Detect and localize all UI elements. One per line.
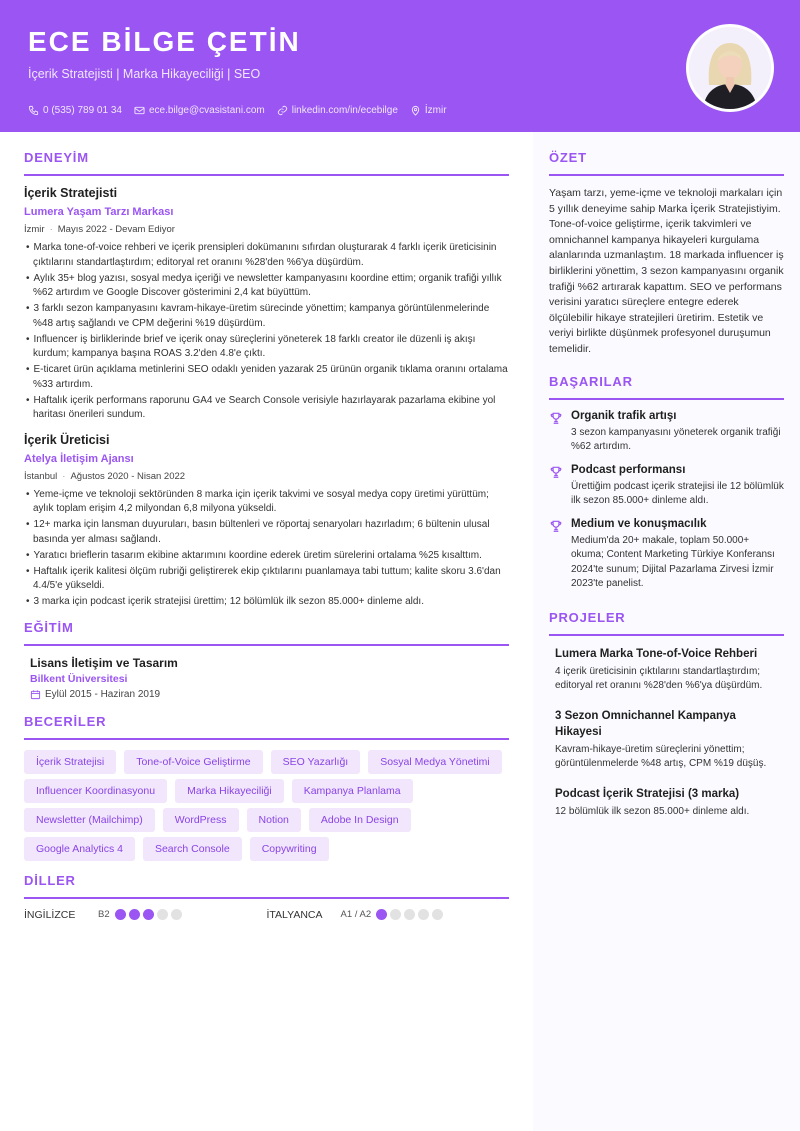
skill-chip: SEO Yazarlığı	[271, 750, 361, 774]
job-dates: Ağustos 2020 - Nisan 2022	[70, 470, 186, 482]
achievement-title: Podcast performansı	[571, 463, 686, 476]
rating-dot	[432, 909, 443, 920]
skills-section	[24, 714, 509, 861]
contact-linkedin-text: linkedin.com/in/ecebilge	[291, 105, 398, 116]
education-dates-text: Eylül 2015 - Haziran 2019	[45, 688, 161, 700]
skill-chip: Google Analytics 4	[24, 837, 135, 861]
rating-dot	[129, 909, 140, 920]
achievement-desc: Ürettiğim podcast içerik stratejisi ile 12 bölümlük ilk sezon 85.000+ dinleme aldı.	[571, 480, 784, 507]
job-entry	[24, 433, 509, 610]
rating-dot	[404, 909, 415, 920]
job-bullets	[24, 488, 509, 610]
skill-chip: Tone-of-Voice Geliştirme	[124, 750, 262, 774]
job-bullet: • Yaratıcı brieflerin tasarım ekibine aktarımını koordine ederek üretim sürelerini ortalama %25 kısalttım.	[24, 549, 509, 564]
rating-dot	[143, 909, 154, 920]
trophy-icon	[549, 519, 563, 533]
job-bullet: • 12+ marka için lansman duyuruları, basın bültenleri ve röportaj senaryoları hazırladım; 6 bültenin ulusal basında yer alması sağlandı.	[24, 518, 509, 547]
job-company: Atelya İletişim Ajansı	[24, 452, 134, 465]
project-desc: 12 bölümlük ilk sezon 85.000+ dinleme aldı.	[555, 805, 750, 817]
job-entry	[24, 186, 509, 423]
achievement-desc: 3 sezon kampanyasını yöneterek organik trafiği %62 artırdım.	[571, 426, 781, 453]
trophy-icon	[549, 411, 563, 425]
skill-chip: Kampanya Planlama	[292, 779, 413, 803]
job-location: İstanbul	[24, 470, 58, 482]
project-item	[549, 708, 784, 772]
language-rating	[376, 909, 443, 920]
contact-linkedin[interactable]	[277, 105, 398, 116]
achievement-title: Organik trafik artışı	[571, 409, 677, 422]
language-level: B2	[98, 909, 110, 920]
education-entry	[24, 656, 509, 700]
achievement-title: Medium ve konuşmacılık	[571, 517, 707, 530]
projects-heading: PROJELER	[549, 610, 784, 636]
education-dates	[30, 689, 509, 700]
experience-section	[24, 150, 509, 610]
skill-chip: Adobe In Design	[309, 808, 411, 832]
contact-bar	[28, 105, 447, 116]
job-location: İzmir	[24, 224, 45, 235]
main-column	[24, 150, 509, 921]
language-entry	[267, 909, 510, 921]
job-bullet: • Haftalık içerik kalitesi ölçüm rubriği geliştirerek ekip çıktılarını puanlamaya tabi tuttum; kalite skoru 3.6'dan 4.4/5'e yükseldi.	[24, 565, 509, 594]
experience-heading: DENEYİM	[24, 150, 509, 176]
link-icon	[277, 105, 288, 116]
job-bullet: • Marka tone-of-voice rehberi ve içerik prensipleri dokümanını sıfırdan oluşturarak 4 farklı içerik üreticisinin çıktılarını standartlaştırdım; editoryal ret oranını %28'den %6'ya düşürdüm.	[24, 241, 509, 270]
achievement-desc: Medium'da 20+ makale, toplam 50.000+ okuma; Content Marketing Türkiye Konferansı 2024'te sunum; Dijital Pazarlama Zirvesi İzmir 2023'te panelist.	[571, 534, 775, 590]
projects-section	[549, 610, 784, 820]
job-bullets	[24, 241, 509, 423]
skills-list	[24, 750, 509, 861]
calendar-icon	[30, 689, 41, 700]
achievements-heading: BAŞARILAR	[549, 374, 784, 400]
summary-text: Yaşam tarzı, yeme-içme ve teknoloji markaları için 5 yıllık deneyime sahip Marka İçerik Stratejistiyim. Tone-of-voice geliştirme, içerik takvimleri ve omnichannel kampanya hikayeleri kurgulama alanlarında uzmanlaştım. 18 markada influencer iş birliklerini yönettim, 3 sezon kampanyasını organik trafiği %62 artırarak kapattım. SEO ve performans verisini yaratıcı süreçlere entegre ederek ölçülebilir hikaye stratejileri üretirim. Estetik ve veriyi birlikte düşünmek profesyonel duruşumun temelidir.	[549, 187, 784, 355]
achievement-item	[549, 410, 784, 455]
job-company: Lumera Yaşam Tarzı Markası	[24, 206, 174, 218]
rating-dot	[418, 909, 429, 920]
skills-heading: BECERİLER	[24, 714, 509, 740]
contact-phone-text: 0 (535) 789 01 34	[43, 105, 122, 116]
language-level: A1 / A2	[340, 909, 372, 920]
candidate-headline: İçerik Stratejisti | Marka Hikayeciliği | SEO	[28, 67, 261, 81]
resume-header	[0, 0, 800, 132]
job-bullet: • 3 marka için podcast içerik stratejisi ürettim; 12 bölümlük ilk sezon 85.000+ dinleme aldı.	[24, 595, 509, 610]
project-desc: Kavram-hikaye-üretim süreçlerini yönettim; görüntülenmelerde %48 artış, CPM %19 düşüş.	[555, 743, 767, 770]
rating-dot	[115, 909, 126, 920]
job-dates: Mayıs 2022 - Devam Ediyor	[57, 224, 175, 235]
contact-location	[410, 105, 447, 116]
project-title: Lumera Marka Tone-of-Voice Rehberi	[555, 647, 758, 660]
languages-section	[24, 873, 509, 921]
contact-location-text: İzmir	[424, 105, 447, 116]
job-bullet: • 3 farklı sezon kampanyasını kavram-hikaye-üretim sürecinde yönettim; kampanya görüntülenmelerinde %48 artış sağlandı ve CPM değerini %19 düşürdüm.	[24, 302, 509, 331]
education-heading: EĞİTİM	[24, 620, 509, 646]
skill-chip: Notion	[247, 808, 301, 832]
skill-chip: Newsletter (Mailchimp)	[24, 808, 155, 832]
contact-email-text: ece.bilge@cvasistani.com	[148, 105, 265, 116]
project-desc: 4 içerik üreticisinin çıktılarını standartlaştırdım; editoryal ret oranını %28'den %6'ya düşürdüm.	[555, 665, 763, 692]
language-entry	[24, 909, 267, 921]
education-section	[24, 620, 509, 700]
contact-email[interactable]	[134, 105, 265, 116]
rating-dot	[171, 909, 182, 920]
skill-chip: WordPress	[163, 808, 239, 832]
languages-heading: DİLLER	[24, 873, 509, 899]
location-icon	[410, 105, 421, 116]
sidebar-column	[549, 150, 784, 833]
trophy-icon	[549, 465, 563, 479]
languages-list	[24, 909, 509, 921]
project-title: Podcast İçerik Stratejisi (3 marka)	[555, 787, 740, 800]
education-school: Bilkent Üniversitesi	[30, 672, 128, 685]
profile-photo	[686, 24, 774, 112]
language-name: İNGİLİZCE	[24, 908, 76, 921]
summary-heading: ÖZET	[549, 150, 784, 176]
avatar-icon	[689, 27, 771, 109]
skill-chip: Copywriting	[250, 837, 329, 861]
phone-icon	[28, 105, 39, 116]
achievements-section	[549, 374, 784, 592]
achievement-item	[549, 464, 784, 509]
job-bullet: • E-ticaret ürün açıklama metinlerini SEO odaklı yeniden yazarak 25 ürünün organik tıklama oranını ortalama %33 artırdım.	[24, 363, 509, 392]
skill-chip: Influencer Koordinasyonu	[24, 779, 167, 803]
project-item	[549, 786, 784, 820]
achievement-item	[549, 518, 784, 592]
job-meta: İzmir · Mayıs 2022 - Devam Ediyor	[24, 224, 175, 235]
candidate-name: ECE BİLGE ÇETİN	[28, 26, 301, 57]
job-bullet: • Haftalık içerik performans raporunu GA4 ve Search Console verisiyle hazırlayarak pazarlama ekibine yol haritası önerileri sundum.	[24, 394, 509, 423]
job-title: İçerik Stratejisti	[24, 186, 118, 200]
job-bullet: • Influencer iş birliklerinde brief ve içerik onay süreçlerini yöneterek 18 farklı creator ile düzenli iş akışı kurdum; kampanya başına ROAS 3.2'den 4.8'e çıktı.	[24, 333, 509, 362]
summary-section	[549, 150, 784, 358]
skill-chip: Search Console	[143, 837, 242, 861]
language-rating	[115, 909, 182, 920]
project-title: 3 Sezon Omnichannel Kampanya Hikayesi	[555, 709, 736, 738]
mail-icon	[134, 105, 145, 116]
language-name: İTALYANCA	[266, 908, 323, 921]
rating-dot	[376, 909, 387, 920]
rating-dot	[390, 909, 401, 920]
education-degree: Lisans İletişim ve Tasarım	[30, 655, 178, 670]
skill-chip: Marka Hikayeciliği	[175, 779, 284, 803]
skill-chip: İçerik Stratejisi	[24, 750, 116, 774]
job-meta: İstanbul · Ağustos 2020 - Nisan 2022	[24, 470, 186, 482]
skill-chip: Sosyal Medya Yönetimi	[368, 750, 502, 774]
job-bullet: • Yeme-içme ve teknoloji sektöründen 8 marka için içerik takvimi ve sosyal medya copy üretimi yürüttüm; aylık toplam erişim 4,2 milyondan 6,8 milyona yükseldi.	[24, 488, 509, 517]
job-bullet: • Aylık 35+ blog yazısı, sosyal medya içeriği ve newsletter kampanyasını koordine ettim; organik trafiği yıllık %62 artırdım ve Google Discover gösterimini 2,4 kat büyüttüm.	[24, 272, 509, 301]
job-title: İçerik Üreticisi	[24, 432, 110, 447]
rating-dot	[157, 909, 168, 920]
contact-phone[interactable]	[28, 105, 122, 116]
project-item	[549, 646, 784, 694]
